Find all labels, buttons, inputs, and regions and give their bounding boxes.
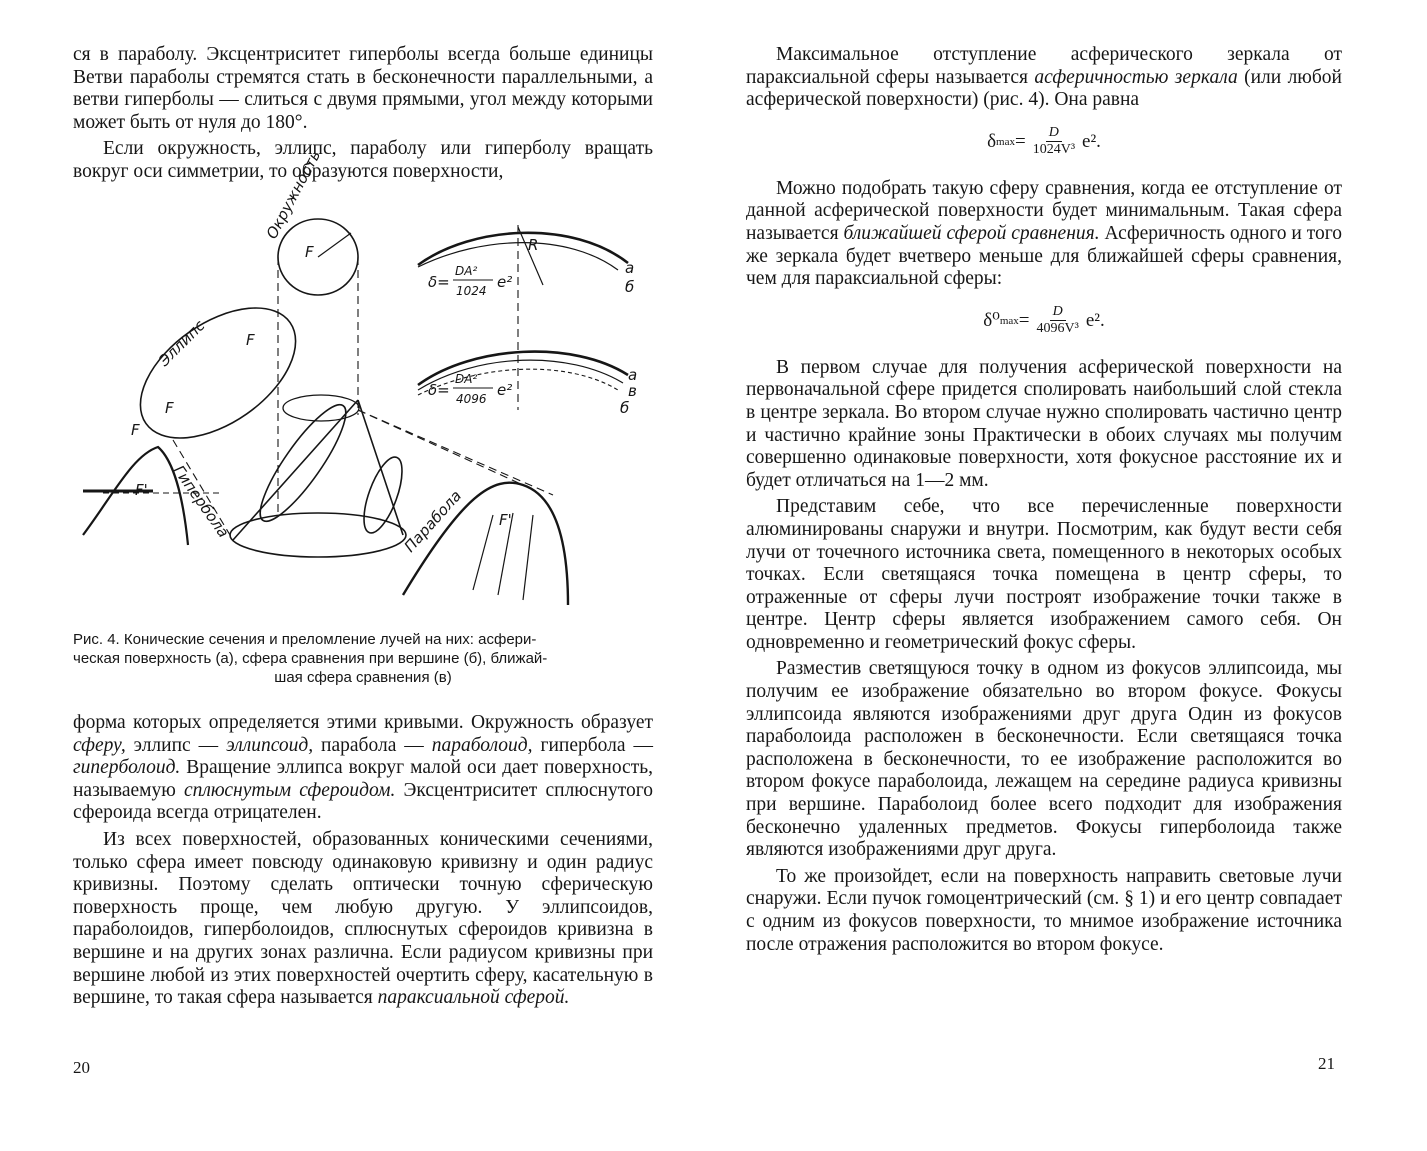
fig-label-a-mid: а xyxy=(628,366,638,384)
fig-label-F-circle: F xyxy=(305,243,314,261)
fig-formula-top-lhs: δ= xyxy=(428,273,450,291)
right-paragraph-5: Разместив светящуюся точку в одном из фокусов эллипсоида, мы получим ее изображение обязательно во втором фокусе. Фокусы эллипсоида являются изображениями друг друга Один из фокусов параболоида расположен в бесконечности. Если светящаяся точка расположена в бесконечности, то ее изображение расположится во втором фокусе параболоида, лежащем на середине радиуса кривизны при вершине. Параболоид более всего подходит для изображения бесконечно удаленных предметов. Фокусы гиперболоида также являются изображениями друг друга. xyxy=(746,658,1342,861)
fig-label-F-ellipse-2: F xyxy=(246,331,255,349)
fig-label-F1-hyperbola: F' xyxy=(135,481,148,499)
left-paragraph-2: Если окружность, эллипс, параболу или гиперболу вращать вокруг оси симметрии, то образуются поверхности, xyxy=(73,138,653,182)
caption-line-2: ческая поверхность (а), сфера сравнения при вершине (б), ближай- xyxy=(73,650,548,667)
fig-label-v-mid: в xyxy=(628,382,637,400)
fig-formula-top-rhs: e² xyxy=(497,273,513,291)
formula-delta-max: δ max = $\frac{D}{\text{1024V³}}$ e². xyxy=(987,125,1101,158)
fig-formula-bottom-den: 4096 xyxy=(456,392,487,406)
right-text xyxy=(746,44,1342,956)
right-paragraph-1: Максимальное отступление асферического зеркала от параксиальной сферы называется асферичностью зеркала (или любой асферической поверхности) (рис. 4). Она равна xyxy=(746,44,1342,111)
fig-label-hyperbola: Гипербола xyxy=(169,461,233,542)
fig-label-F-ellipse-1: F xyxy=(165,399,174,417)
fig-label-ellipse: Эллипс xyxy=(155,316,209,370)
fig-label-F1-parabola: F' xyxy=(499,511,512,529)
right-page xyxy=(713,0,1427,1151)
right-paragraph-2: Можно подобрать такую сферу сравнения, когда ее отступление от данной асферической поверхности будет минимальным. Такая сфера называется ближайшей сферой сравнения. Асферичность одного и того же зеркала будет вчетверо меньше для ближайшей сферы сравнения, чем для параксиальной сферы: xyxy=(746,177,1342,290)
fig-formula-top-num: DA² xyxy=(455,264,478,278)
fig-cone-section-2 xyxy=(356,453,410,538)
fig-circle-radius xyxy=(318,233,351,257)
right-paragraph-3: В первом случае для получения асферической поверхности на первоначальной сфере придется сполировать наибольший слой стекла в центре зеркала. Во втором случае нужно сполировать частично центр и частично крайние зоны Практически в обоих случаях мы получим совершенно одинаковые поверхности, хотя фокусное расстояние их и будет отличаться на 1—2 мм. xyxy=(746,356,1342,491)
left-paragraph-1: ся в параболу. Эксцентриситет гиперболы всегда больше единицы Ветви параболы стремятся стать в бесконечности параллельными, а ветви гиперболы — слиться с двумя прямыми, угол между которыми может быть от нуля до 180°. xyxy=(73,44,653,133)
fig-parabola-ray-1 xyxy=(473,515,493,590)
left-paragraph-3: форма которых определяется этими кривыми. Окружность образует сферу, эллипс — эллипсоид, парабола — параболоид, гипербола — гиперболоид. Вращение эллипса вокруг малой оси дает поверхность, называемую сплюснутым сфероидом. Эксцентриситет сплюснутого сфероида всегда отрицателен. xyxy=(73,712,654,824)
left-page xyxy=(0,0,713,1151)
right-paragraph-4: Представим себе, что все перечисленные поверхности алюминированы снаружи и внутри. Посмотрим, как будут вести себя лучи от точечного источника света, помещенного в некоторых особых точках. Если светящаяся точка помещена в центр сферы, то отраженные от сферы лучи построят изображение точки также в центре. Центр сферы является изображением самого себя. Он одновременно и геометрический фокус сферы. xyxy=(746,496,1342,653)
left-paragraph-4: Из всех поверхностей, образованных коническими сечениями, только сфера имеет повсюду одинаковую кривизну и один радиус кривизны. Поэтому сделать оптически точную сферическую поверхность проще, чем любую другую. У эллипсоидов, параболоидов, гиперболоидов, сплюснутых сфероидов кривизна в вершине и на других зонах различна. Если радиусом кривизны при вершине любой из этих поверхностей очертить сферу, касательную в вершине, то такая сфера называется параксиальной сферой. xyxy=(73,828,653,1009)
fig-formula-top-den: 1024 xyxy=(456,284,487,298)
page-number-right: 21 xyxy=(1318,1054,1335,1073)
formula-delta0-max: δ⁰ max = $\frac{D}{\text{4096V³}}$ e². xyxy=(983,304,1105,337)
fig-label-circle: Окружность xyxy=(262,147,325,242)
fig-label-b-mid: б xyxy=(620,399,630,417)
caption-line-3: шая сфера сравнения (в) xyxy=(274,669,452,686)
figure-caption xyxy=(73,630,653,687)
fig-label-parabola: Парабола xyxy=(400,486,466,556)
right-paragraph-6: То же произойдет, если на поверхность направить световые лучи снаружи. Если пучок гомоцентрический (см. § 1) и его центр совпадает с одним из фокусов поверхности, то мнимое изображение источника после отражения расположится во втором фокусе. xyxy=(746,865,1342,955)
fig-label-R: R xyxy=(528,236,539,254)
fig-ellipse xyxy=(117,282,319,465)
fig-label-b-top: б xyxy=(625,278,635,296)
fig-cone-base xyxy=(230,513,406,557)
fig-formula-bottom-lhs: δ= xyxy=(428,381,450,399)
fig-parabola-ray-3 xyxy=(523,515,533,600)
fig-label-a-top: а xyxy=(625,259,635,277)
fig-formula-bottom-num: DA² xyxy=(455,372,478,386)
fig-cone-section xyxy=(248,395,358,530)
fig-dash-5 xyxy=(358,410,553,495)
caption-line-1: Рис. 4. Конические сечения и преломление лучей на них: асфери- xyxy=(73,631,537,648)
fig-formula-bottom-rhs: e² xyxy=(497,381,513,399)
fig-label-F-hyperbola: F xyxy=(131,421,140,439)
left-text-top xyxy=(73,44,653,184)
page-number-left: 20 xyxy=(73,1058,90,1077)
fig-cone-side-left xyxy=(233,400,358,540)
left-text-bottom xyxy=(73,712,653,1010)
fig-small-ellipse xyxy=(283,395,359,421)
